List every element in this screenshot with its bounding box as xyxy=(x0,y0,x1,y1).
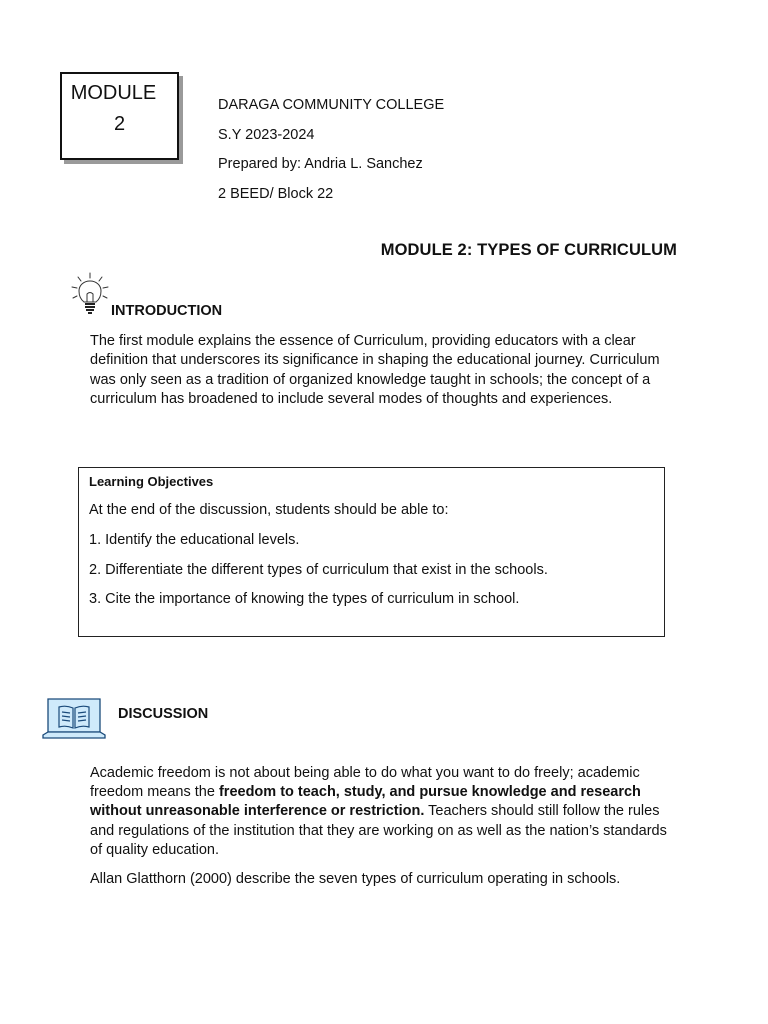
objectives-title: Learning Objectives xyxy=(89,474,214,489)
module-number-box xyxy=(60,72,179,160)
discussion-paragraph-2: Allan Glatthorn (2000) describe the seven types of curriculum operating in schools. xyxy=(90,871,621,887)
module-number: 2 xyxy=(113,113,126,135)
module-label: MODULE xyxy=(70,82,157,104)
page-title: MODULE 2: TYPES OF CURRICULUM xyxy=(380,241,677,259)
book-icon xyxy=(42,697,106,741)
objective-item: 2. Differentiate the different types of curriculum that exist in the schools. xyxy=(89,562,548,578)
discussion-text-end: Teachers should still follow the rules and regulations of the institution that they are working on as well as the nation’s standards of quality education. xyxy=(90,803,667,858)
school-year: S.Y 2023-2024 xyxy=(218,126,315,143)
discussion-text-bold: freedom to teach, study, and pursue knowledge and research without unreasonable interference or restriction. xyxy=(90,784,641,820)
learning-objectives-box xyxy=(78,467,665,637)
introduction-text: The first module explains the essence of Curriculum, providing educators with a clear definition that underscores its significance in shaping the educational journey. Curriculum was only seen as a tradition of organized knowledge taught in schools; the concept of a curriculum has broadened to include several modes of thoughts and experiences. xyxy=(90,333,660,408)
block-info: 2 BEED/ Block 22 xyxy=(218,185,334,202)
objectives-lead: At the end of the discussion, students should be able to: xyxy=(89,502,449,518)
discussion-text-start: Academic freedom is not about being able to do what you want to do freely; academic freedom means the xyxy=(90,765,640,801)
lightbulb-icon xyxy=(71,272,109,316)
discussion-heading: DISCUSSION xyxy=(118,706,209,722)
objective-item: 1. Identify the educational levels. xyxy=(89,532,300,548)
introduction-heading: INTRODUCTION xyxy=(111,303,223,319)
objective-item: 3. Cite the importance of knowing the types of curriculum in school. xyxy=(89,591,520,607)
header-info xyxy=(218,91,444,209)
college-name: DARAGA COMMUNITY COLLEGE xyxy=(218,97,445,113)
prepared-by: Prepared by: Andria L. Sanchez xyxy=(218,156,423,172)
discussion-paragraph xyxy=(90,764,680,860)
